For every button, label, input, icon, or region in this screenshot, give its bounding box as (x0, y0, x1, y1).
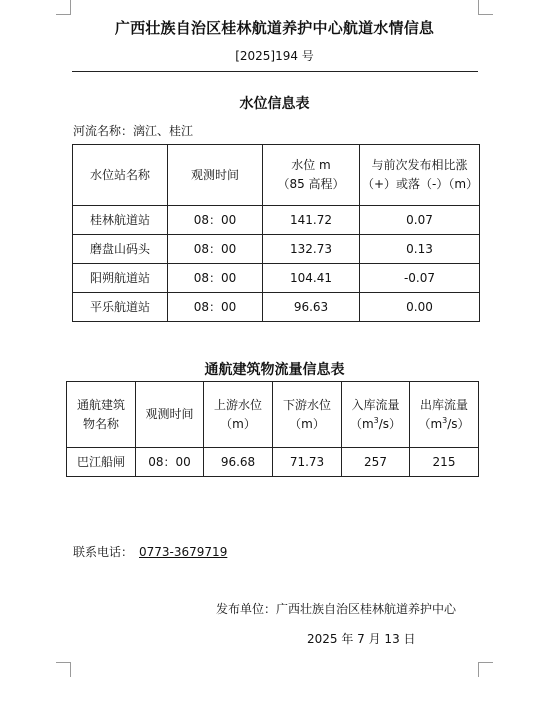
header-level-line1: 水位 m (291, 158, 331, 172)
issuer-line: 发布单位：广西壮族自治区桂林航道养护中心 (216, 602, 457, 616)
change-cell: -0.07 (360, 264, 480, 293)
water-level-table (72, 144, 480, 322)
outflow-unit-pre: （m (418, 416, 443, 431)
station-cell: 阳朔航道站 (73, 264, 168, 293)
header-change (360, 145, 480, 206)
title-divider (72, 71, 478, 72)
crop-mark-top-left (56, 0, 71, 15)
header-structure-name-line1: 通航建筑 (76, 397, 125, 412)
crop-mark-bottom-right (478, 662, 493, 677)
crop-mark-bottom-left (56, 662, 71, 677)
change-cell: 0.00 (360, 293, 480, 322)
header-change-line2: （+）或落（-）（m） (362, 177, 479, 191)
level-cell: 96.63 (263, 293, 360, 322)
time-cell: 08：00 (136, 448, 204, 477)
header-upstream-line2: （m） (220, 416, 256, 431)
upstream-level-cell: 96.68 (204, 448, 273, 477)
downstream-level-cell: 71.73 (273, 448, 342, 477)
outflow-unit-post: /s） (447, 416, 470, 431)
document-number: [2025]194 号 (235, 49, 314, 63)
inflow-unit-post: /s） (378, 416, 402, 431)
change-cell: 0.07 (360, 206, 480, 235)
river-name-label: 河流名称： (73, 124, 134, 138)
header-downstream-line1: 下游水位 (282, 397, 331, 412)
level-cell: 104.41 (263, 264, 360, 293)
header-outflow-line1: 出库流量 (419, 397, 468, 412)
header-upstream-level (204, 382, 273, 448)
level-cell: 132.73 (263, 235, 360, 264)
station-cell: 桂林航道站 (73, 206, 168, 235)
time-cell: 08：00 (168, 293, 263, 322)
contact-label: 联系电话： (73, 545, 134, 559)
table-row (73, 293, 480, 322)
header-inflow (342, 382, 410, 448)
station-cell: 磨盘山码头 (73, 235, 168, 264)
water-level-table-title: 水位信息表 (239, 96, 310, 112)
flow-table (66, 381, 479, 477)
header-upstream-line1: 上游水位 (213, 397, 262, 412)
structure-name-cell: 巴江船闸 (67, 448, 136, 477)
outflow-unit-sup: 3 (442, 415, 448, 425)
header-level-line2: （85 高程） (277, 177, 345, 191)
issue-date: 2025 年 7 月 13 日 (307, 632, 416, 646)
table-header-row (67, 382, 479, 448)
river-name-line (73, 122, 193, 139)
river-name-value: 漓江、桂江 (133, 124, 194, 138)
table-row (67, 448, 479, 477)
time-cell: 08：00 (168, 264, 263, 293)
contact-line (73, 543, 233, 560)
header-time: 观测时间 (168, 145, 263, 206)
time-cell: 08：00 (168, 235, 263, 264)
crop-mark-top-right (478, 0, 493, 15)
header-downstream-level (273, 382, 342, 448)
change-cell: 0.13 (360, 235, 480, 264)
header-level (263, 145, 360, 206)
table-row (73, 235, 480, 264)
level-cell: 141.72 (263, 206, 360, 235)
header-structure-name-line2: 物名称 (82, 416, 119, 431)
document-title: 广西壮族自治区桂林航道养护中心航道水情信息 (114, 19, 435, 37)
table-header-row (73, 145, 480, 206)
flow-table-title: 通航建筑物流量信息表 (204, 362, 345, 378)
header-outflow-unit (412, 415, 476, 434)
inflow-cell: 257 (342, 448, 410, 477)
outflow-cell: 215 (410, 448, 479, 477)
header-inflow-unit (344, 415, 407, 434)
header-inflow-line1: 入库流量 (351, 397, 400, 412)
header-time: 观测时间 (136, 382, 204, 448)
station-cell: 平乐航道站 (73, 293, 168, 322)
header-change-line1: 与前次发布相比涨 (371, 158, 468, 172)
table-row (73, 206, 480, 235)
header-structure-name (67, 382, 136, 448)
header-outflow (410, 382, 479, 448)
inflow-unit-pre: （m (349, 416, 374, 431)
header-station: 水位站名称 (73, 145, 168, 206)
time-cell: 08：00 (168, 206, 263, 235)
inflow-unit-sup: 3 (373, 415, 379, 425)
contact-phone: 0773-3679719 (139, 545, 228, 559)
header-downstream-line2: （m） (289, 416, 325, 431)
table-row (73, 264, 480, 293)
